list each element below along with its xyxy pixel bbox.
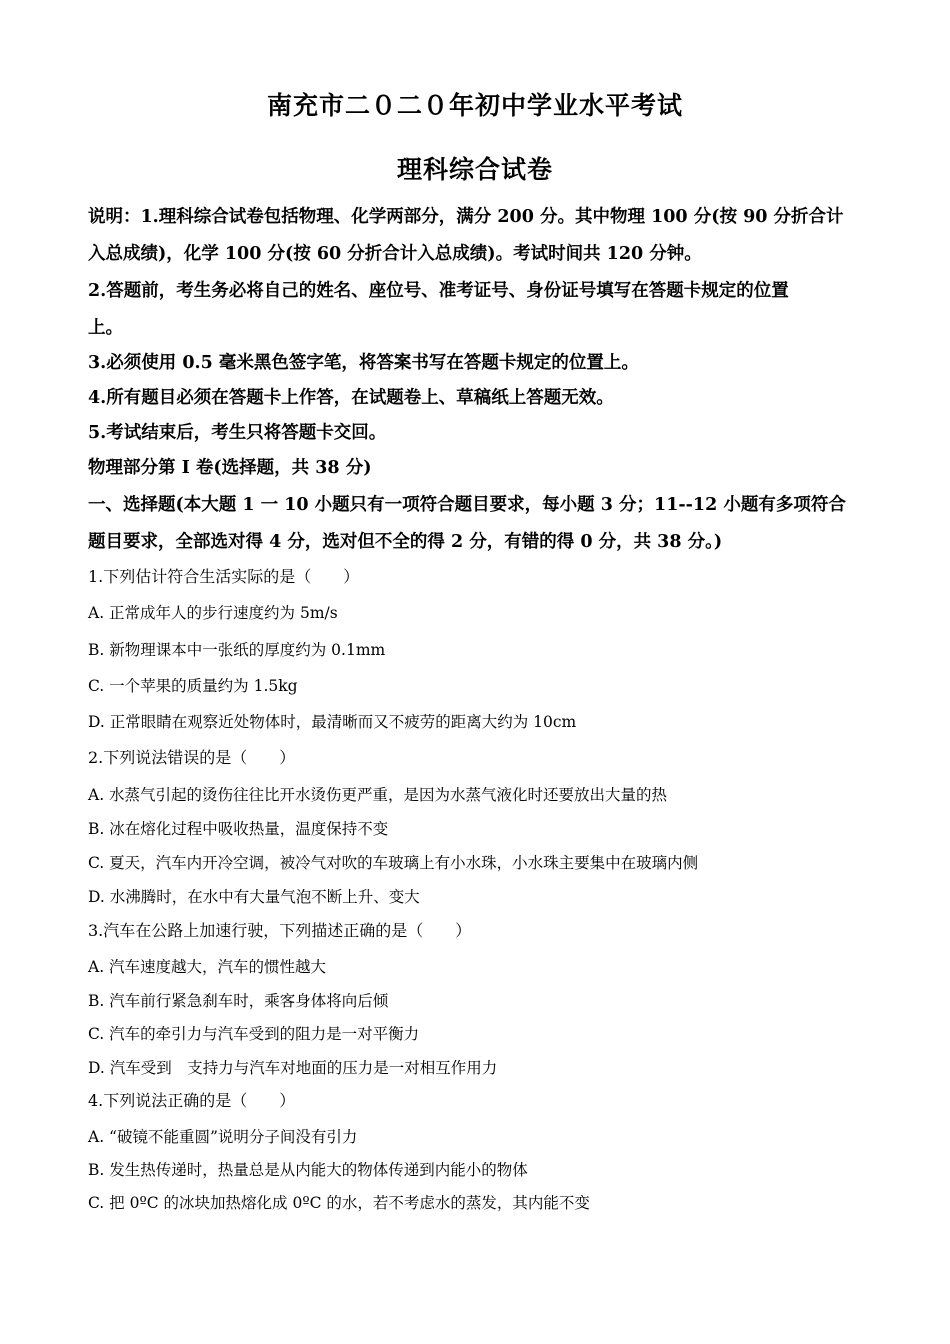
question-option: D. 汽车受到 支持力与汽车对地面的压力是一对相互作用力 xyxy=(88,1059,498,1077)
exam-subtitle: 理科综合试卷 xyxy=(396,155,553,184)
section-description: 一、选择题(本大题 1 一 10 小题只有一项符合题目要求，每小题 3 分；11--12 小题有多项符合 xyxy=(88,495,846,515)
question-stem: 2.下列说法错误的是（ ） xyxy=(88,748,296,767)
instruction-line: 5.考试结束后，考生只将答题卡交回。 xyxy=(88,423,387,443)
question-option: A. 汽车速度越大，汽车的惯性越大 xyxy=(88,958,327,976)
instruction-line: 4.所有题目必须在答题卡上作答，在试题卷上、草稿纸上答题无效。 xyxy=(88,388,614,408)
question-stem: 1.下列估计符合生活实际的是（ ） xyxy=(88,567,360,586)
instruction-line: 上。 xyxy=(88,318,123,338)
section-description: 题目要求，全部选对得 4 分，选对但不全的得 2 分，有错的得 0 分，共 38 分。) xyxy=(88,532,723,552)
question-option: A. 水蒸气引起的烫伤往往比开水烫伤更严重，是因为水蒸气液化时还要放出大量的热 xyxy=(88,786,668,804)
instruction-line: 3.必须使用 0.5 毫米黑色签字笔，将答案书写在答题卡规定的位置上。 xyxy=(88,353,639,373)
question-stem: 3.汽车在公路上加速行驶，下列描述正确的是（ ） xyxy=(88,921,472,940)
question-option: A. “破镜不能重圆”说明分子间没有引力 xyxy=(88,1128,358,1146)
question-option: D. 正常眼睛在观察近处物体时，最清晰而又不疲劳的距离大约为 10cm xyxy=(88,713,577,731)
instruction-line: 入总成绩)，化学 100 分(按 60 分折合计入总成绩)。考试时间共 120 分钟。 xyxy=(88,244,702,264)
question-option: C. 夏天，汽车内开冷空调，被冷气对吹的车玻璃上有小水珠，小水珠主要集中在玻璃内侧 xyxy=(88,854,699,872)
question-option: B. 发生热传递时，热量总是从内能大的物体传递到内能小的物体 xyxy=(88,1161,528,1179)
question-stem: 4.下列说法正确的是（ ） xyxy=(88,1091,296,1110)
question-option: B. 汽车前行紧急刹车时，乘客身体将向后倾 xyxy=(88,992,389,1010)
question-option: B. 新物理课本中一张纸的厚度约为 0.1mm xyxy=(88,641,386,659)
instruction-line: 说明：1.理科综合试卷包括物理、化学两部分，满分 200 分。其中物理 100 分(按 90 分折合计 xyxy=(88,207,844,227)
question-option: C. 汽车的牵引力与汽车受到的阻力是一对平衡力 xyxy=(88,1025,420,1043)
section-heading: 物理部分第 I 卷(选择题，共 38 分) xyxy=(88,458,372,478)
instruction-line: 2.答题前，考生务必将自己的姓名、座位号、准考证号、身份证号填写在答题卡规定的位置 xyxy=(88,281,789,301)
question-option: A. 正常成年人的步行速度约为 5m/s xyxy=(88,604,338,622)
question-option: C. 一个苹果的质量约为 1.5kg xyxy=(88,677,298,695)
exam-title: 南充市二０二０年初中学业水平考试 xyxy=(266,91,683,120)
question-option: D. 水沸腾时，在水中有大量气泡不断上升、变大 xyxy=(88,888,420,906)
question-option: B. 冰在熔化过程中吸收热量，温度保持不变 xyxy=(88,820,389,838)
question-option: C. 把 0ºC 的冰块加热熔化成 0ºC 的水，若不考虑水的蒸发，其内能不变 xyxy=(88,1194,590,1212)
